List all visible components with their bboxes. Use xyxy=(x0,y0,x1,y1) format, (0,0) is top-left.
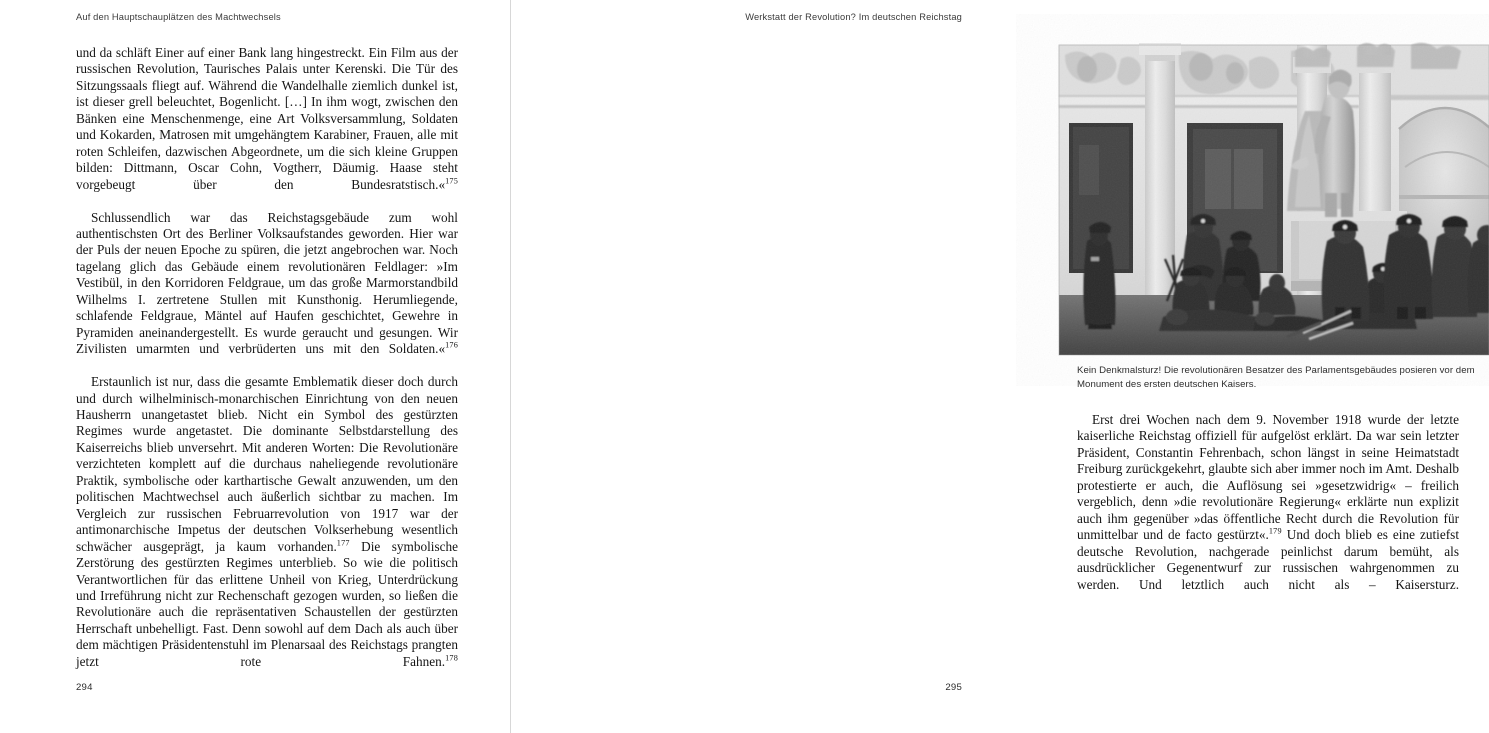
paragraph xyxy=(1077,412,1459,609)
photograph-illustration xyxy=(1059,45,1489,355)
paragraph-text-continued: Und doch blieb es eine zutiefst deutsche Revolution, nachgerade peinlichst darum bemüht, als ausdrücklicher Gegenentwurf zur russischen wahrgenommen zu werden. Und letztlich auch nicht als – Kaisersturz. xyxy=(1077,527,1459,592)
paragraph-text: Schlussendlich war das Reichstagsgebäude zum wohl authentischsten Ort des Berliner Volksaufstandes geworden. Hier war der Puls der neuen Epoche zu spüren, die jetzt angebrochen war. Noch tagelang glich das Gebäude einem revolutionären Feldlager: »Im Vestibül, in den Korridoren Feldgraue, um das große Marmorstandbild Wilhelms I. zertretene Stullen mit Kunsthonig. Herumliegende, schlafende Feldgraue, Mäntel auf Haufen geschichtet, Gewehre in Pyramiden aneinandergestellt. Es wurde geraucht und gesungen. Wir Zivilisten umarmten und verbrüderten uns mit den Soldaten.« xyxy=(76,209,458,357)
paragraph xyxy=(76,45,458,210)
footnote-marker: 175 xyxy=(445,176,458,186)
paragraph-text: Erst drei Wochen nach dem 9. November 1918 wurde der letzte kaiserliche Reichstag offiziell für aufgelöst erklärt. Da war sein letzter Präsident, Constantin Fehrenbach, schon längst in seine Heimatstadt Freiburg zurückgekehrt, glaubte sich aber immer noch im Amt. Deshalb protestierte er auch, die Auflösung sei »gesetzwidrig« – freilich vergeblich, denn »die revolutionäre Regierung« erklärte nun explizit auch ihm gegenüber »das öffentliche Recht durch die Revolution für unmittelbar und de facto gestürzt«. xyxy=(1077,412,1459,543)
paragraph-text-continued: Die symbolische Zerstörung des gestürzten Regimes unterblieb. So wie die politisch Verantwortlichen für das erlittene Unheil von Krieg, Unterdrückung und Irreführung nicht zur Rechenschaft gezogen wurden, so ließen die Revolutionäre auch die repräsentativen Schaustellen der gestürzten Herrschaft unbehelligt. Fast. Denn sowohl auf dem Dach als auch über dem mächtigen Präsidentenstuhl im Plenarsaal des Reichstags prangten jetzt rote Fahnen. xyxy=(76,538,459,669)
figure-caption: Kein Denkmalsturz! Die revolutionären Besatzer des Parlamentsgebäudes posieren vor dem Monument des ersten deutschen Kaisers. xyxy=(1077,365,1475,390)
right-page xyxy=(511,0,1475,733)
paragraph-text: Erstaunlich ist nur, dass die gesamte Emblematik dieser doch durch und durch wilhelminisch-monarchischen Einrichtung von den neuen Hausherrn unangetastet blieb. Nicht ein Symbol des gestürzten Regimes wurde angetastet. Die dominante Selbstdarstellung des Kaiserreichs blieb unversehrt. Mit anderen Worten: Die Revolutionäre verzichteten komplett auf die durchaus naheliegende revolutionäre Praktik, symbolische oder karthartische Gewalt anzuwenden, um den politischen Machtwechsel auch äußerlich sichtbar zu machen. Im Vergleich zur russischen Februarrevolution von 1917 war der antimonarchische Impetus der deutschen Volkserhebung wesentlich schwächer ausgeprägt, ja kaum vorhanden. xyxy=(76,374,458,554)
paragraph xyxy=(76,210,458,375)
left-page xyxy=(0,0,510,733)
historic-photograph xyxy=(1059,45,1489,355)
footnote-marker: 176 xyxy=(445,340,458,350)
running-head-left: Auf den Hauptschauplätzen des Machtwechsels xyxy=(76,12,281,22)
running-head-right: Werkstatt der Revolution? Im deutschen Reichstag xyxy=(745,12,962,22)
footnote-marker: 178 xyxy=(445,653,458,663)
page-number-left: 294 xyxy=(76,682,93,693)
paragraph xyxy=(76,374,458,687)
paragraph-text: und da schläft Einer auf einer Bank lang hingestreckt. Ein Film aus der russischen Revolution, Taurisches Palais unter Kerenski. Die Tür des Sitzungssaals fliegt auf. Während die Wandelhalle ziemlich dunkel ist, ist dieser grell beleuchtet, Bogenlicht. […] In ihm wogt, zwischen den Bänken eine Menschenmenge, eine Art Volksversammlung, Soldaten und Kokarden, Matrosen mit umgehängtem Karabiner, Frauen, alle mit roten Schleifen, dazwischen Abgeordnete, um die sich kleine Gruppen bilden: Dittmann, Oscar Cohn, Vogtherr, Däumig. Haase steht vorgebeugt über den Bundesratstisch.« xyxy=(76,45,458,192)
right-page-text-column xyxy=(1077,412,1459,609)
page-number-right: 295 xyxy=(945,682,962,693)
footnote-marker: 177 xyxy=(336,538,350,548)
left-page-text-column xyxy=(76,45,458,687)
footnote-marker: 179 xyxy=(1268,526,1282,536)
figure xyxy=(1059,45,1489,355)
